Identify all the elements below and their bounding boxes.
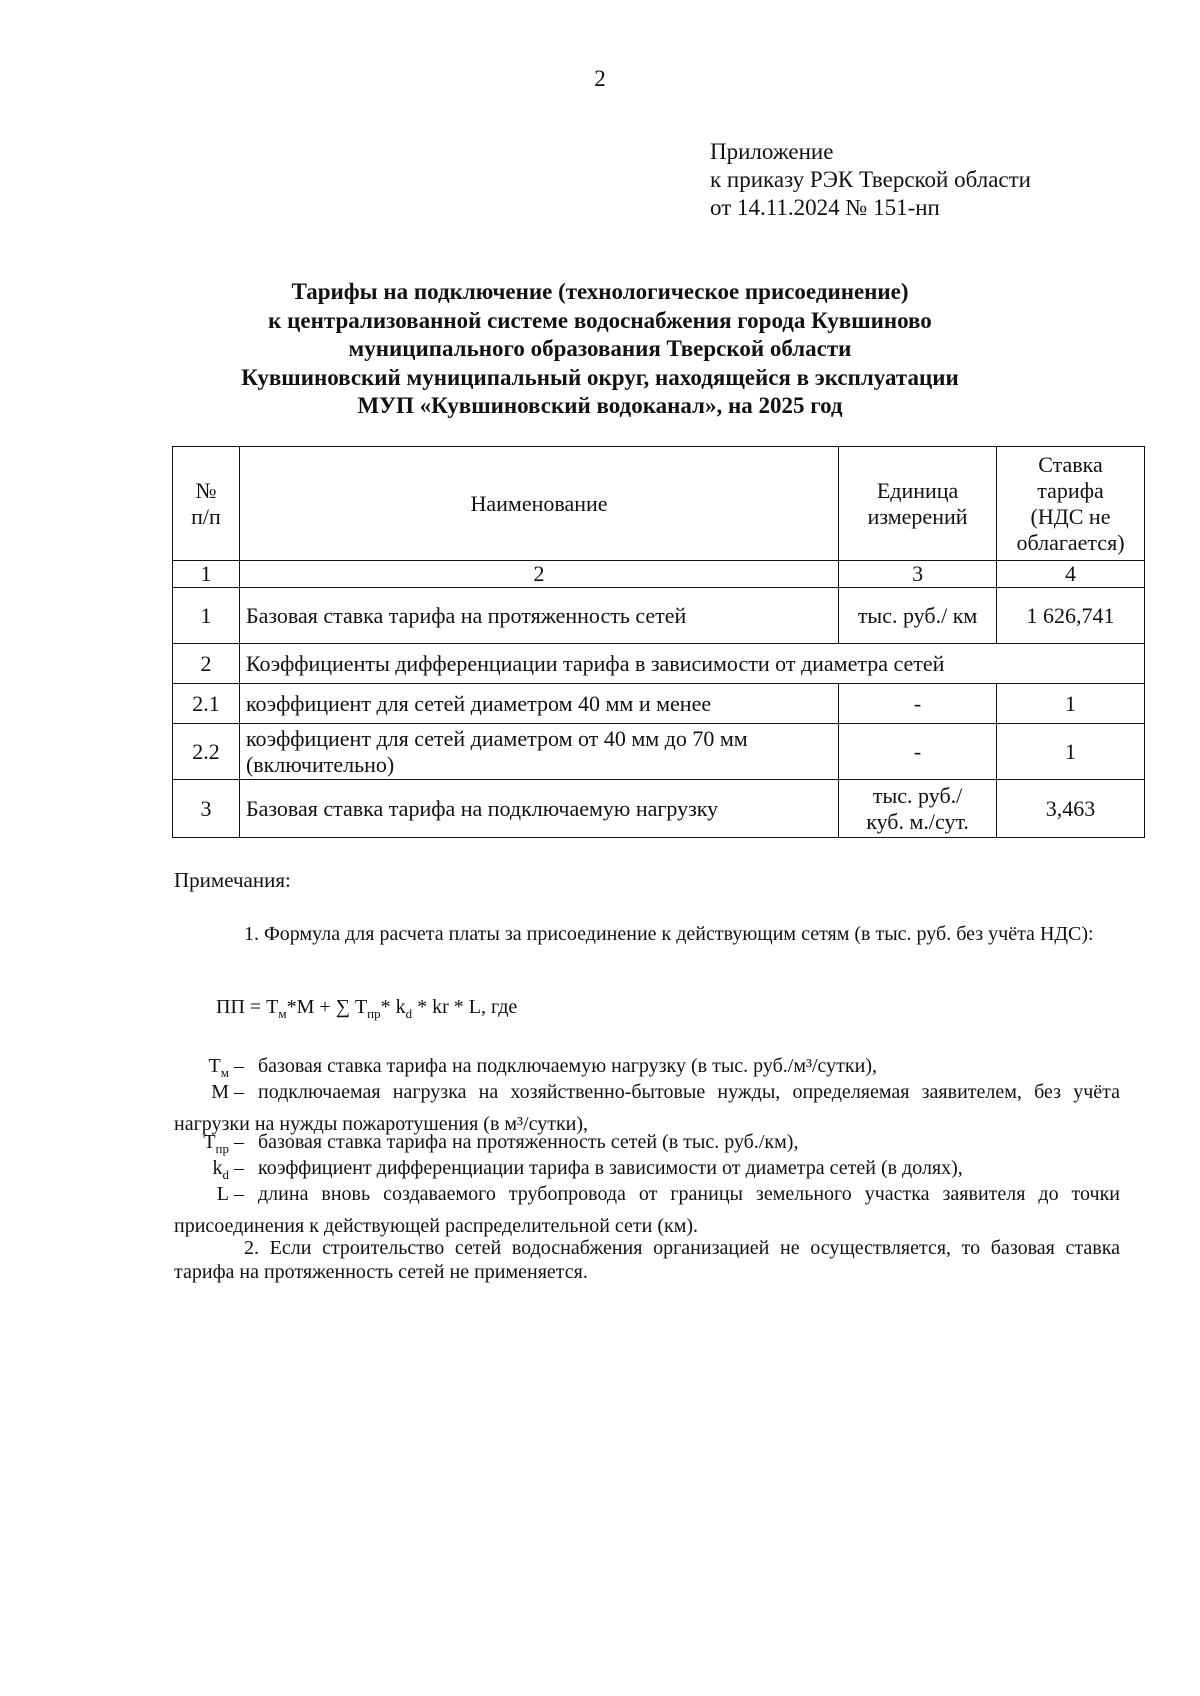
notes-heading: Примечания: <box>174 868 291 892</box>
table-row <box>173 724 1145 780</box>
row-num: 3 <box>173 780 240 838</box>
appendix-line: Приложение <box>710 139 834 164</box>
row-value: 1 <box>997 724 1145 780</box>
note-2: 2. Если строительство сетей водоснабжения организацией не осуществляется, то базовая ставка тарифа на протяженность сетей не применяется. <box>174 1237 1120 1283</box>
row-name: коэффициент для сетей диаметром от 40 мм до 70 мм (включительно) <box>239 724 838 780</box>
row-num: 2.1 <box>173 684 240 724</box>
appendix-line: к приказу РЭК Тверской области <box>710 167 1031 192</box>
document-title <box>160 278 1040 421</box>
fee-formula: ПП = $Т_м*М$ + ∑ $Т_{пр}*$ $k_d$ * kr * L, где <box>216 996 518 1021</box>
column-number: 3 <box>839 561 997 588</box>
row-name: Базовая ставка тарифа на подключаемую нагрузку <box>239 780 838 838</box>
definition-text: базовая ставка тарифа на подключаемую нагрузку (в тыс. руб./м³/сутки), <box>258 1055 877 1077</box>
tariffs-table <box>172 446 1145 838</box>
row-value: 1 <box>997 684 1145 724</box>
header-name: Наименование <box>239 447 838 561</box>
column-number-row <box>173 561 1145 588</box>
row-value: 1 626,741 <box>997 588 1145 644</box>
table-row <box>173 588 1145 644</box>
header-rate: Ставка тарифа (НДС не облагается) <box>997 447 1145 561</box>
title-line: Кувшиновский муниципальный округ, находящейся в эксплуатации <box>241 364 959 390</box>
title-line: МУП «Кувшиновский водоканал», на 2025 год <box>357 393 843 418</box>
row-unit: тыс. руб./ км <box>839 588 997 644</box>
row-name: Коэффициенты дифференциации тарифа в зависимости от диаметра сетей <box>239 644 1144 684</box>
definition-symbol: L – <box>216 1183 244 1205</box>
column-number: 1 <box>173 561 240 588</box>
definition-symbol: М – <box>211 1081 244 1103</box>
column-number: 4 <box>997 561 1145 588</box>
page-number: 2 <box>594 66 606 91</box>
row-unit: тыс. руб./ куб. м./сут. <box>839 780 997 838</box>
row-name: коэффициент для сетей диаметром 40 мм и менее <box>239 684 838 724</box>
title-line: муниципального образования Тверской области <box>348 336 852 361</box>
definition-symbol: $Т_м$ – <box>208 1055 244 1080</box>
definition-symbol: $k_d$ – <box>212 1157 244 1182</box>
row-num: 2.2 <box>173 724 240 780</box>
definition-text: коэффициент дифференциации тарифа в зависимости от диаметра сетей (в долях), <box>258 1157 963 1179</box>
header-num: № п/п <box>173 447 240 561</box>
definition-text: базовая ставка тарифа на протяженность сетей (в тыс. руб./км), <box>258 1131 799 1153</box>
table-row <box>173 684 1145 724</box>
title-line: Тарифы на подключение (технологическое присоединение) <box>291 279 909 304</box>
table-row <box>173 780 1145 838</box>
definition-item <box>174 1182 1120 1238</box>
appendix-reference <box>710 138 1031 222</box>
definition-text: длина вновь создаваемого трубопровода от границы земельного участка заявителя до точки присоединения к действующей распределительной сети (км). <box>174 1183 1120 1237</box>
definition-text: подключаемая нагрузка на хозяйственно-бытовые нужды, определяемая заявителем, без учёта нагрузки на нужды пожаротушения (в м³/сутки), <box>174 1081 1120 1135</box>
definition-item <box>174 1080 1120 1136</box>
note-1: 1. Формула для расчета платы за присоединение к действующим сетям (в тыс. руб. без учёта НДС): <box>244 923 1094 945</box>
header-unit: Единица измерений <box>839 447 997 561</box>
row-unit: - <box>839 684 997 724</box>
title-line: к централизованной системе водоснабжения города Кувшиново <box>268 307 932 333</box>
table-row <box>173 644 1145 684</box>
row-value: 3,463 <box>997 780 1145 838</box>
row-num: 2 <box>173 644 240 684</box>
column-number: 2 <box>239 561 838 588</box>
appendix-line: от 14.11.2024 № 151-нп <box>710 195 940 220</box>
row-unit: - <box>839 724 997 780</box>
table-header-row <box>173 447 1145 561</box>
row-num: 1 <box>173 588 240 644</box>
definition-symbol: $Т_{пр}$ – <box>203 1131 244 1156</box>
row-name: Базовая ставка тарифа на протяженность сетей <box>239 588 838 644</box>
